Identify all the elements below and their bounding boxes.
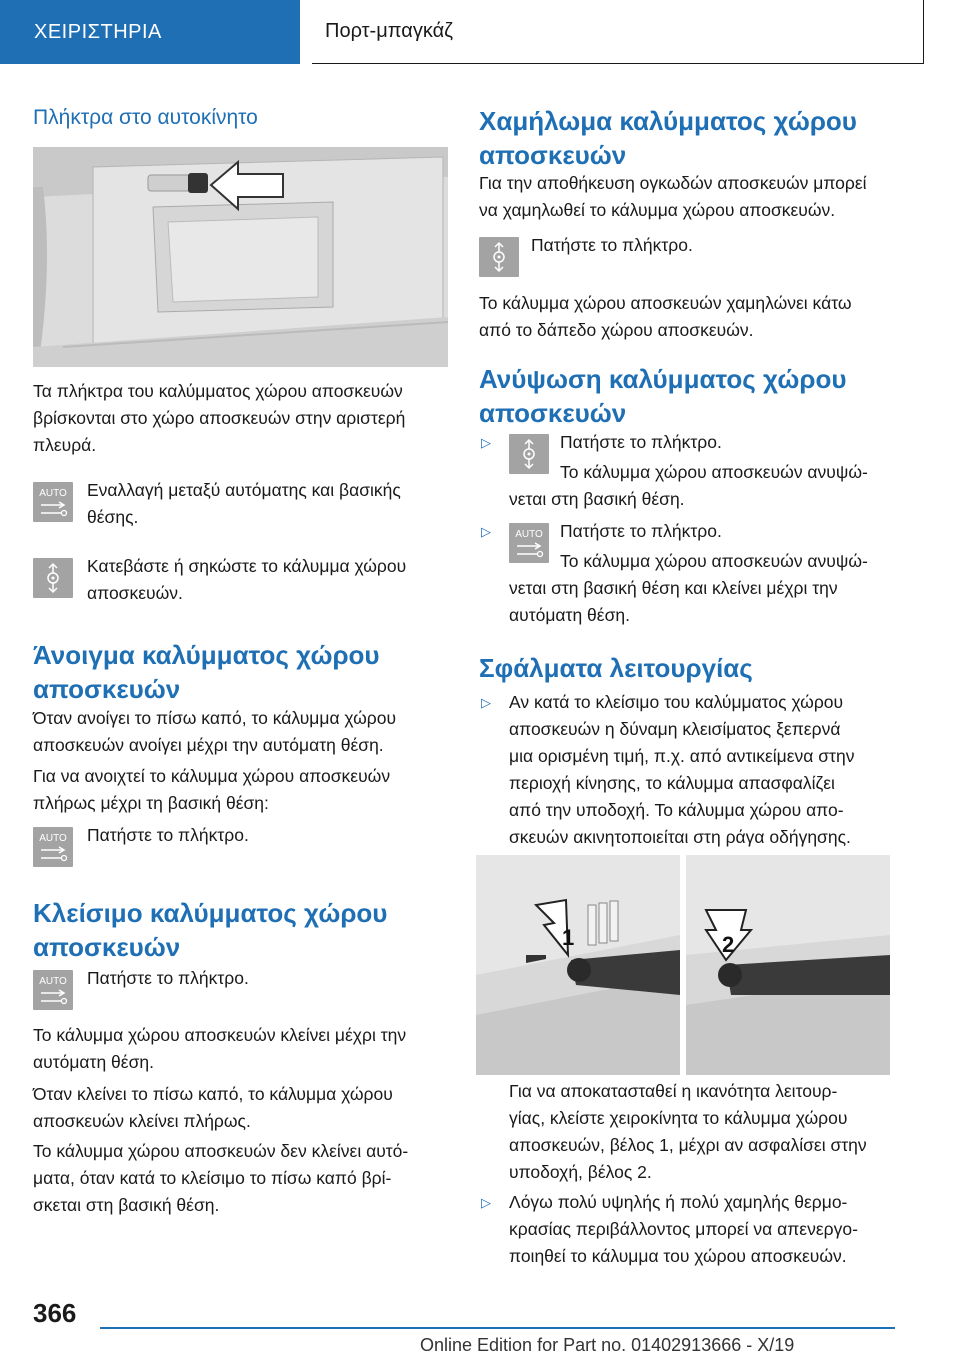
photo-label-1: 1 xyxy=(562,925,575,950)
cover-up-down-icon xyxy=(33,558,73,598)
svg-text:AUTO: AUTO xyxy=(39,833,67,844)
raise-step2-text-1: Το κάλυμμα χώρου αποσκευών ανυψώ- xyxy=(560,551,868,571)
close-text-1: Το κάλυμμα χώρου αποσκευών κλείνει μέχρι την αυτόματη θέση. xyxy=(33,1025,407,1072)
footer-edition: Online Edition for Part no. 01402913666 - X/19 xyxy=(420,1335,795,1355)
lower-heading: Χαμήλωμα καλύμματος χώρου αποσκευών xyxy=(479,106,857,170)
raise-step2-text-2: νεται στη βασική θέση και κλείνει μέχρι την xyxy=(509,578,838,598)
lower-text-1: Για την αποθήκευση ογκωδών αποσκευών μπορεί να χαμηλωθεί το κάλυμμα χώρου αποσκευών. xyxy=(479,173,867,220)
close-text-3: Το κάλυμμα χώρου αποσκευών δεν κλείνει αυτό- ματα, όταν κατά το κλείσιμο το πίσω καπό βρί- σκεται στη βασική θέση. xyxy=(33,1141,409,1215)
raise-step1-press: Πατήστε το πλήκτρο. xyxy=(560,432,722,452)
open-text-2: Για να ανοιχτεί το κάλυμμα χώρου αποσκευών πλήρως μέχρι τη βασική θέση: xyxy=(33,766,391,813)
trunk-buttons-photo xyxy=(33,147,448,367)
auto-toggle-text: Εναλλαγή μεταξύ αυτόματης και βασικής θέσης. xyxy=(87,480,401,527)
open-press-text: Πατήστε το πλήκτρο. xyxy=(87,825,249,845)
lower-lift-text: Κατεβάστε ή σηκώστε το κάλυμμα χώρου αποσκευών. xyxy=(87,556,407,603)
buttons-heading: Πλήκτρα στο αυτοκίνητο xyxy=(33,106,258,129)
open-heading: Άνοιγμα καλύμματος χώρου αποσκευών xyxy=(33,640,380,704)
triangle-bullet-icon: ▷ xyxy=(481,435,491,450)
raise-step1-text-2: νεται στη βασική θέση. xyxy=(509,489,685,509)
section-tab xyxy=(0,0,300,64)
section-title: ΧΕΙΡΙΣΤΗΡΙΑ xyxy=(34,20,162,43)
auto-mode-icon xyxy=(33,827,73,867)
fault-1-text: Αν κατά το κλείσιμο του καλύμματος χώρου αποσκευών η δύναμη κλεισίματος ξεπερνά μια ορισμένη τιμή, π.χ. από αντικείμενα στην περιοχή κίνησης, το κάλυμμα απασφαλίζει από την υποδοχή. Το κάλυμμα χώρου απο- σκευών ακινητοποιείται στη ράγα οδήγησης. xyxy=(509,692,855,847)
close-text-2: Όταν κλείνει το πίσω καπό, το κάλυμμα χώρου αποσκευών κλείνει πλήρως. xyxy=(33,1084,393,1131)
close-heading: Κλείσιμο καλύμματος χώρου αποσκευών xyxy=(33,898,388,962)
open-text-1: Όταν ανοίγει το πίσω καπό, το κάλυμμα χώρου αποσκευών ανοίγει μέχρι την αυτόματη θέση. xyxy=(33,708,397,755)
triangle-bullet-icon: ▷ xyxy=(481,695,491,710)
auto-mode-icon xyxy=(33,970,73,1010)
topic-title: Πορτ-μπαγκάζ xyxy=(325,20,453,42)
buttons-text: Τα πλήκτρα του καλύμματος χώρου αποσκευών βρίσκονται στο χώρο αποσκευών στην αριστερή πλευρά. xyxy=(33,381,406,455)
fault-2-text: Λόγω πολύ υψηλής ή πολύ χαμηλής θερμο- κρασίας περιβάλλοντος μπορεί να απενεργο- ποιηθεί το κάλυμμα του χώρου αποσκευών. xyxy=(509,1192,858,1266)
raise-step2-press: Πατήστε το πλήκτρο. xyxy=(560,521,722,541)
raise-step2-text-3: αυτόματη θέση. xyxy=(509,605,630,625)
cover-up-down-icon xyxy=(509,434,549,474)
lower-press-text: Πατήστε το πλήκτρο. xyxy=(531,235,693,255)
cover-photo-1 xyxy=(476,855,680,1075)
triangle-bullet-icon: ▷ xyxy=(481,1195,491,1210)
topic-header xyxy=(312,0,924,64)
svg-text:AUTO: AUTO xyxy=(39,976,67,987)
faults-heading: Σφάλματα λειτουργίας xyxy=(479,653,753,683)
auto-mode-icon xyxy=(33,482,73,522)
raise-heading: Ανύψωση καλύμματος χώρου αποσκευών xyxy=(479,364,847,428)
cover-up-down-icon xyxy=(479,237,519,277)
triangle-bullet-icon: ▷ xyxy=(481,524,491,539)
photo-label-2: 2 xyxy=(722,932,735,957)
raise-step1-text-1: Το κάλυμμα χώρου αποσκευών ανυψώ- xyxy=(560,462,868,482)
close-press-text: Πατήστε το πλήκτρο. xyxy=(87,968,249,988)
auto-mode-icon xyxy=(509,523,549,563)
cover-photo-2 xyxy=(686,855,890,1075)
page-number: 366 xyxy=(33,1298,77,1328)
lower-text-2: Το κάλυμμα χώρου αποσκευών χαμηλώνει κάτω από το δάπεδο χώρου αποσκευών. xyxy=(479,293,852,340)
footer-divider xyxy=(100,1327,895,1329)
svg-text:AUTO: AUTO xyxy=(39,488,67,499)
restore-text: Για να αποκατασταθεί η ικανότητα λειτουρ- γίας, κλείστε χειροκίνητα το κάλυμμα χώρου αποσκευών, βέλος 1, μέχρι αν ασφαλίσει στην υποδοχή, βέλος 2. xyxy=(509,1081,867,1182)
svg-text:AUTO: AUTO xyxy=(515,529,543,540)
